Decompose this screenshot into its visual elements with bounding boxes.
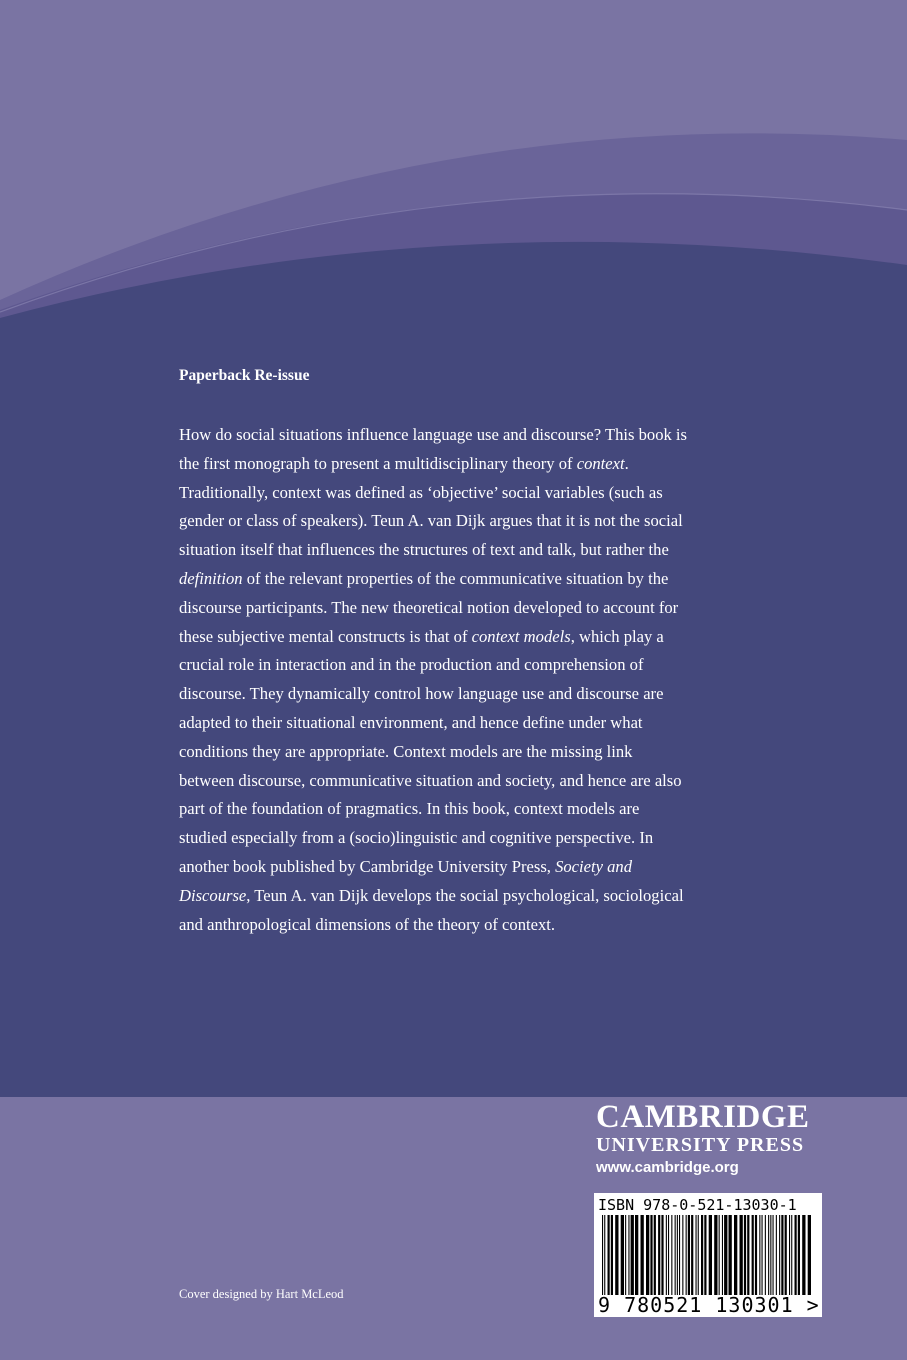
barcode-bar — [608, 1215, 610, 1295]
barcode-bar — [704, 1215, 706, 1295]
barcode-bar — [621, 1215, 624, 1295]
barcode-bar — [604, 1215, 605, 1295]
description-line: these subjective mental constructs is that of context models, which play a — [179, 626, 664, 646]
barcode-bar — [628, 1215, 629, 1295]
barcode-bars — [600, 1215, 816, 1295]
barcode-bar — [658, 1215, 660, 1295]
barcode-bar — [808, 1215, 811, 1295]
barcode-bar — [768, 1215, 769, 1295]
barcode-bar — [785, 1215, 787, 1295]
barcode-bar — [734, 1215, 737, 1295]
edition-label: Paperback Re-issue — [179, 367, 310, 384]
barcode-bar — [682, 1215, 683, 1295]
barcode-bar — [802, 1215, 805, 1295]
description-line: discourse. They dynamically control how language use and discourse are — [179, 684, 664, 704]
barcode-bar — [686, 1215, 687, 1295]
description-line: Discourse, Teun A. van Dijk develops the social psychological, sociological — [179, 885, 684, 905]
barcode-bar — [795, 1215, 797, 1295]
barcode-bar — [747, 1215, 749, 1295]
barcode-bar — [677, 1215, 678, 1295]
description-line: conditions they are appropriate. Context models are the missing link — [179, 741, 633, 761]
barcode-bar — [709, 1215, 712, 1295]
barcode-bar — [666, 1215, 667, 1295]
barcode-bar — [744, 1215, 746, 1295]
barcode-bar — [631, 1215, 634, 1295]
barcode-bar — [719, 1215, 720, 1295]
barcode-bar — [671, 1215, 672, 1295]
description-line: between discourse, communicative situation and society, and hence are also — [179, 770, 682, 790]
barcode-bar — [740, 1215, 743, 1295]
barcode-bar — [701, 1215, 703, 1295]
description-line: part of the foundation of pragmatics. In this book, context models are — [179, 799, 640, 819]
barcode-bar — [688, 1215, 690, 1295]
barcode-bar — [762, 1215, 763, 1295]
barcode-bar — [675, 1215, 676, 1295]
isbn-label: ISBN 978-0-521-13030-1 — [598, 1196, 797, 1214]
barcode-bar — [714, 1215, 717, 1295]
barcode-bar — [770, 1215, 771, 1295]
barcode-digits: 9 780521 130301 > — [598, 1293, 820, 1317]
description-line: studied especially from a (socio)linguistic and cognitive perspective. In — [179, 828, 654, 848]
barcode-bar — [773, 1215, 774, 1295]
barcode-bar — [625, 1215, 626, 1295]
barcode-bar — [635, 1215, 638, 1295]
barcode-bar — [729, 1215, 732, 1295]
description-line: gender or class of speakers). Teun A. van Dijk argues that it is not the social — [179, 511, 683, 531]
barcode-bar — [646, 1215, 649, 1295]
book-description — [179, 421, 739, 939]
description-line: Traditionally, context was defined as ‘objective’ social variables (such as — [179, 482, 663, 502]
barcode-bar — [691, 1215, 693, 1295]
description-line: situation itself that influences the structures of text and talk, but rather the — [179, 540, 669, 560]
publisher-logo — [596, 1100, 826, 1180]
barcode-bar — [661, 1215, 663, 1295]
publisher-subtitle: UNIVERSITY PRESS — [596, 1134, 805, 1156]
description-line: definition of the relevant properties of the communicative situation by the — [179, 568, 669, 588]
barcode-bar — [668, 1215, 669, 1295]
barcode-bar — [722, 1215, 723, 1295]
barcode — [594, 1193, 822, 1317]
barcode-bar — [654, 1215, 656, 1295]
barcode-bar — [752, 1215, 754, 1295]
cover-credit: Cover designed by Hart McLeod — [179, 1287, 344, 1301]
publisher-name: CAMBRIDGE — [596, 1099, 810, 1135]
description-line: How do social situations influence language use and discourse? This book is — [179, 425, 688, 444]
barcode-bar — [789, 1215, 790, 1295]
barcode-bar — [755, 1215, 757, 1295]
barcode-bar — [641, 1215, 644, 1295]
barcode-bar — [698, 1215, 699, 1295]
barcode-bar — [781, 1215, 783, 1295]
description-line: and anthropological dimensions of the theory of context. — [179, 914, 556, 934]
description-line: another book published by Cambridge University Press, Society and — [179, 856, 633, 876]
description-line: discourse participants. The new theoretical notion developed to account for — [179, 597, 679, 617]
barcode-bar — [679, 1215, 680, 1295]
barcode-bar — [765, 1215, 766, 1295]
description-line: adapted to their situational environment, and hence define under what — [179, 712, 643, 732]
description-line: the first monograph to present a multidisciplinary theory of context. — [179, 453, 629, 473]
barcode-bar — [776, 1215, 777, 1295]
barcode-bar — [791, 1215, 792, 1295]
barcode-bar — [650, 1215, 652, 1295]
barcode-bar — [798, 1215, 800, 1295]
description-line: crucial role in interaction and in the production and comprehension of — [179, 655, 644, 675]
barcode-bar — [602, 1215, 603, 1295]
barcode-bar — [724, 1215, 727, 1295]
barcode-bar — [696, 1215, 697, 1295]
barcode-bar — [615, 1215, 618, 1295]
barcode-bar — [779, 1215, 780, 1295]
barcode-bar — [759, 1215, 760, 1295]
publisher-website: www.cambridge.org — [596, 1159, 739, 1176]
barcode-bar — [611, 1215, 613, 1295]
